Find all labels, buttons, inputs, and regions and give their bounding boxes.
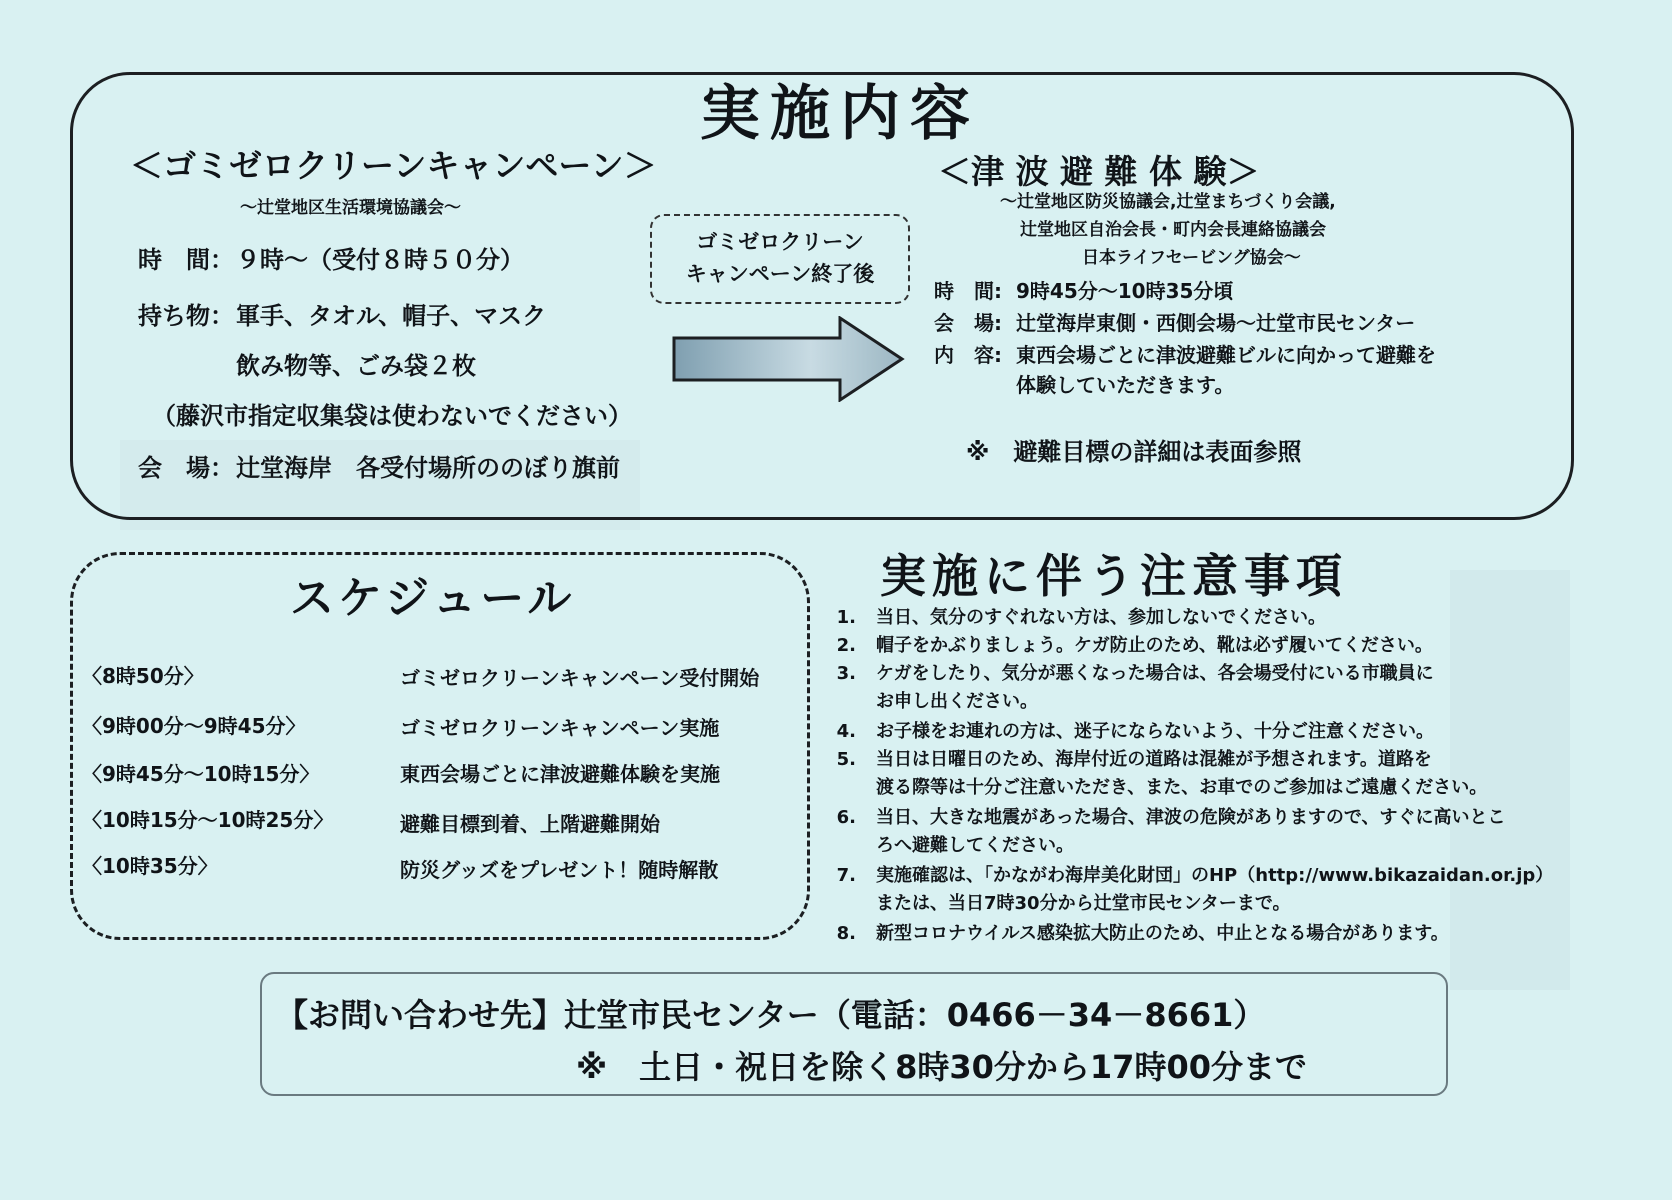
tsunami-organizer-1: ～辻堂地区防災協議会,辻堂まちづくり会議, [1000,192,1336,212]
note-number: 1. [836,607,856,628]
schedule-activity: ゴミゼロクリーンキャンペーン実施 [400,716,720,740]
cleanup-items-line1: 軍手、タオル、帽子、マスク [236,302,547,330]
right-arrow-icon [672,316,906,402]
note-number: 5. [836,749,856,770]
cleanup-heading: ＜ゴミゼロクリーンキャンペーン＞ [130,146,657,185]
note-text: 当日は日曜日のため、海岸付近の道路は混雑が予想されます。道路を [876,749,1432,770]
note-text: 新型コロナウイルス感染拡大防止のため、中止となる場合があります。 [876,923,1449,944]
note-number: 4. [836,721,856,742]
tsunami-organizer-3: 日本ライフセービング協会～ [1082,248,1301,268]
note-text: または、当日7時30分から辻堂市民センターまで。 [876,893,1291,914]
schedule-activity: 防災グッズをプレゼント！随時解散 [400,858,719,882]
schedule-activity: ゴミゼロクリーンキャンペーン受付開始 [400,666,760,690]
note-text: 当日、気分のすぐれない方は、参加しないでください。 [876,607,1326,628]
tsunami-content-line1: 東西会場ごとに津波避難ビルに向かって避難を [1016,343,1436,367]
schedule-time: 〈9時00分～9時45分〉 [82,714,306,738]
tsunami-venue-value: 辻堂海岸東側・西側会場～辻堂市民センター [1016,311,1416,335]
transition-line2: キャンペーン終了後 [685,262,875,286]
note-text: 帽子をかぶりましょう。ケガ防止のため、靴は必ず履いてください。 [876,635,1433,656]
tsunami-note: ※ 避難目標の詳細は表面参照 [966,438,1302,466]
schedule-title: スケジュール [290,573,576,624]
cleanup-items-label: 持ち物： [138,302,234,330]
tsunami-venue-label: 会 場: [934,311,1002,335]
note-number: 6. [836,807,856,828]
transition-line1: ゴミゼロクリーン [696,230,864,254]
note-number: 2. [836,635,856,656]
note-number: 7. [836,865,856,886]
transition-box [650,214,910,304]
cleanup-time-value: ９時～（受付８時５０分） [236,246,524,274]
note-text: ろへ避難してください。 [876,835,1074,856]
tsunami-time-value: 9時45分～10時35分頃 [1016,279,1234,303]
notes-title: 実施に伴う注意事項 [880,549,1348,603]
tsunami-content-label: 内 容: [934,343,1002,367]
contact-hours: ※ 土日・祝日を除く8時30分から17時00分まで [576,1048,1307,1086]
note-text: ケガをしたり、気分が悪くなった場合は、各会場受付にいる市職員に [876,663,1434,684]
note-text: 渡る際等は十分ご注意いただき、また、お車でのご参加はご遠慮ください。 [876,777,1488,798]
note-number: 8. [836,923,856,944]
page-title: 実施内容 [700,79,980,149]
cleanup-organizer: ～辻堂地区生活環境協議会～ [240,198,461,218]
schedule-time: 〈10時15分～10時25分〉 [82,808,334,832]
note-text: 当日、大きな地震があった場合、津波の危険がありますので、すぐに高いとこ [876,807,1506,828]
note-text: お子様をお連れの方は、迷子にならないよう、十分ご注意ください。 [876,721,1434,742]
tsunami-heading: ＜津 波 避 難 体 験＞ [938,152,1260,191]
schedule-time: 〈8時50分〉 [82,664,204,688]
cleanup-venue-label: 会 場： [138,454,234,482]
cleanup-items-note: （藤沢市指定収集袋は使わないでください） [152,402,632,430]
tsunami-time-label: 時 間: [934,279,1002,303]
cleanup-time-label: 時 間： [138,246,234,274]
schedule-time: 〈9時45分～10時15分〉 [82,762,320,786]
note-text: お申し出ください。 [876,691,1038,712]
cleanup-venue-value: 辻堂海岸 各受付場所ののぼり旗前 [236,454,620,482]
note-text: 実施確認は、「かながわ海岸美化財団」のHP（http://www.bikazaidan.or.jp） [876,865,1554,886]
tsunami-content-line2: 体験していただきます。 [1016,373,1235,397]
tsunami-organizer-2: 辻堂地区自治会長・町内会長連絡協議会 [1020,220,1326,240]
schedule-activity: 避難目標到着、上階避難開始 [400,812,660,836]
contact-line: 【お問い合わせ先】辻堂市民センター（電話：0466－34－8661） [276,996,1266,1034]
schedule-activity: 東西会場ごとに津波避難体験を実施 [400,762,720,786]
note-number: 3. [836,663,856,684]
schedule-time: 〈10時35分〉 [82,854,218,878]
cleanup-items-line2: 飲み物等、ごみ袋２枚 [236,352,476,380]
